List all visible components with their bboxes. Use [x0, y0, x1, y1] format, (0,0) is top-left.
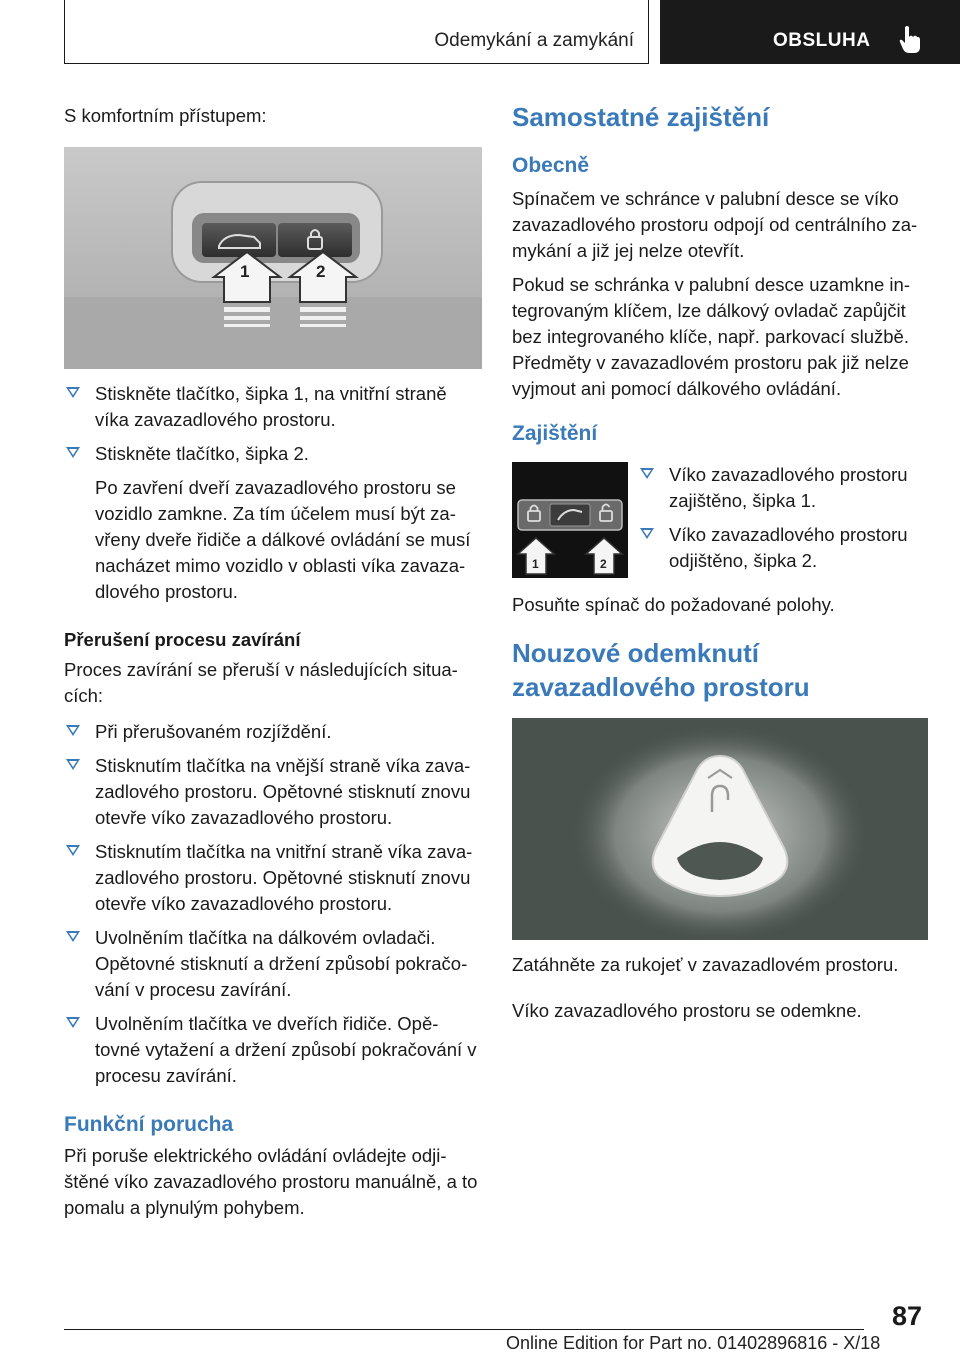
step-note: Po zavření dveří zavazadlového prostoru se vozidlo zamkne. Za tím účelem musí být za-vřeny dveře řidiče a dálkové ovládání se musí nacházet mimo vozidlo v oblasti víka zavaza-dlového prostoru.	[95, 477, 471, 602]
secure-list	[638, 462, 928, 574]
footer-edition: Online Edition for Part no. 01402896816 - X/18	[506, 1333, 881, 1353]
general-heading: Obecně	[512, 154, 590, 177]
secure-block	[512, 462, 932, 578]
switch-arrow-1-label: 1	[532, 557, 539, 571]
footer-divider	[64, 1329, 864, 1330]
list-item: Uvolněním tlačítka ve dveřích řidiče. Opě-tovné vytažení a držení způsobí pokračování v procesu zavírání.	[64, 1011, 482, 1089]
interrupt-intro: Proces zavírání se přeruší v následujících situa-cích:	[64, 659, 458, 706]
triangle-bullet-icon	[66, 447, 80, 458]
triangle-bullet-icon	[66, 725, 80, 736]
triangle-bullet-icon	[66, 845, 80, 856]
list-item: Stiskněte tlačítko, šipka 1, na vnitřní straně víka zavazadlového prostoru.	[64, 381, 482, 433]
arrow-2-label: 2	[316, 262, 326, 281]
triangle-bullet-icon	[66, 931, 80, 942]
list-item: Stisknutím tlačítka na vnitřní straně víka zava-zadlového prostoru. Opětovné stisknutí znovu otevře víko zavazadlového prostoru.	[64, 839, 482, 917]
list-item: Víko zavazadlového prostoru odjištěno, šipka 2.	[638, 522, 928, 574]
switch-arrow-2-label: 2	[600, 557, 607, 571]
right-column	[512, 100, 932, 1024]
arrow-1-label: 1	[240, 262, 250, 281]
fault-heading: Funkční porucha	[64, 1113, 234, 1136]
header-section-tab	[660, 0, 960, 64]
list-item: Uvolněním tlačítka na dálkovém ovladači. Opětovné stisknutí a držení způsobí pokračo-vání v procesu zavírání.	[64, 925, 482, 1003]
trunk-buttons-image	[64, 147, 482, 369]
secure-note: Posuňte spínač do požadované polohy.	[512, 594, 835, 615]
emergency-paragraph-1: Zatáhněte za rukojeť v zavazadlovém prostoru.	[512, 954, 899, 975]
emergency-paragraph-2: Víko zavazadlového prostoru se odemkne.	[512, 1000, 862, 1021]
emergency-heading: Nouzové odemknutí zavazadlového prostoru	[512, 638, 810, 702]
header-title-box	[64, 0, 649, 64]
general-paragraph-1: Spínačem ve schránce v palubní desce se víko zavazadlového prostoru odpojí od centrálního za-mykání a již jej nelze otevřít.	[512, 188, 918, 261]
secure-heading: Zajištění	[512, 422, 598, 445]
header-title: Odemykání a zamykání	[434, 30, 634, 51]
list-item: Při přerušovaném rozjíždění.	[64, 719, 482, 745]
left-column	[64, 100, 482, 1221]
page-number: 87	[892, 1301, 923, 1331]
general-paragraph-2: Pokud se schránka v palubní desce uzamkne in-tegrovaným klíčem, lze dálkový ovladač zapůjčit bez integrovaného klíče, např. parkovací službě. Předměty v zavazadlovém prostoru pak již nelze vyjmout ani pomocí dálkového ovládání.	[512, 274, 910, 399]
lock-switch-image	[512, 462, 628, 578]
intro-text: S komfortním přístupem:	[64, 105, 267, 126]
fault-text: Při poruše elektrického ovládání ovládejte odji-štěné víko zavazadlového prostoru manuálně, a to pomalu a plynulým pohybem.	[64, 1145, 478, 1218]
triangle-bullet-icon	[66, 387, 80, 398]
triangle-bullet-icon	[640, 468, 654, 479]
main-heading: Samostatné zajištění	[512, 102, 770, 132]
triangle-bullet-icon	[66, 759, 80, 770]
triangle-bullet-icon	[66, 1017, 80, 1028]
emergency-release-image	[512, 718, 928, 940]
list-item: Víko zavazadlového prostoru zajištěno, šipka 1.	[638, 462, 928, 514]
interrupt-heading: Přerušení procesu zavírání	[64, 629, 301, 650]
pointing-hand-icon	[898, 25, 922, 55]
triangle-bullet-icon	[640, 528, 654, 539]
list-item: Stiskněte tlačítko, šipka 2.	[64, 441, 482, 467]
header-section-label: OBSLUHA	[773, 30, 871, 51]
list-item: Stisknutím tlačítka na vnější straně víka zava-zadlového prostoru. Opětovné stisknutí znovu otevře víko zavazadlového prostoru.	[64, 753, 482, 831]
